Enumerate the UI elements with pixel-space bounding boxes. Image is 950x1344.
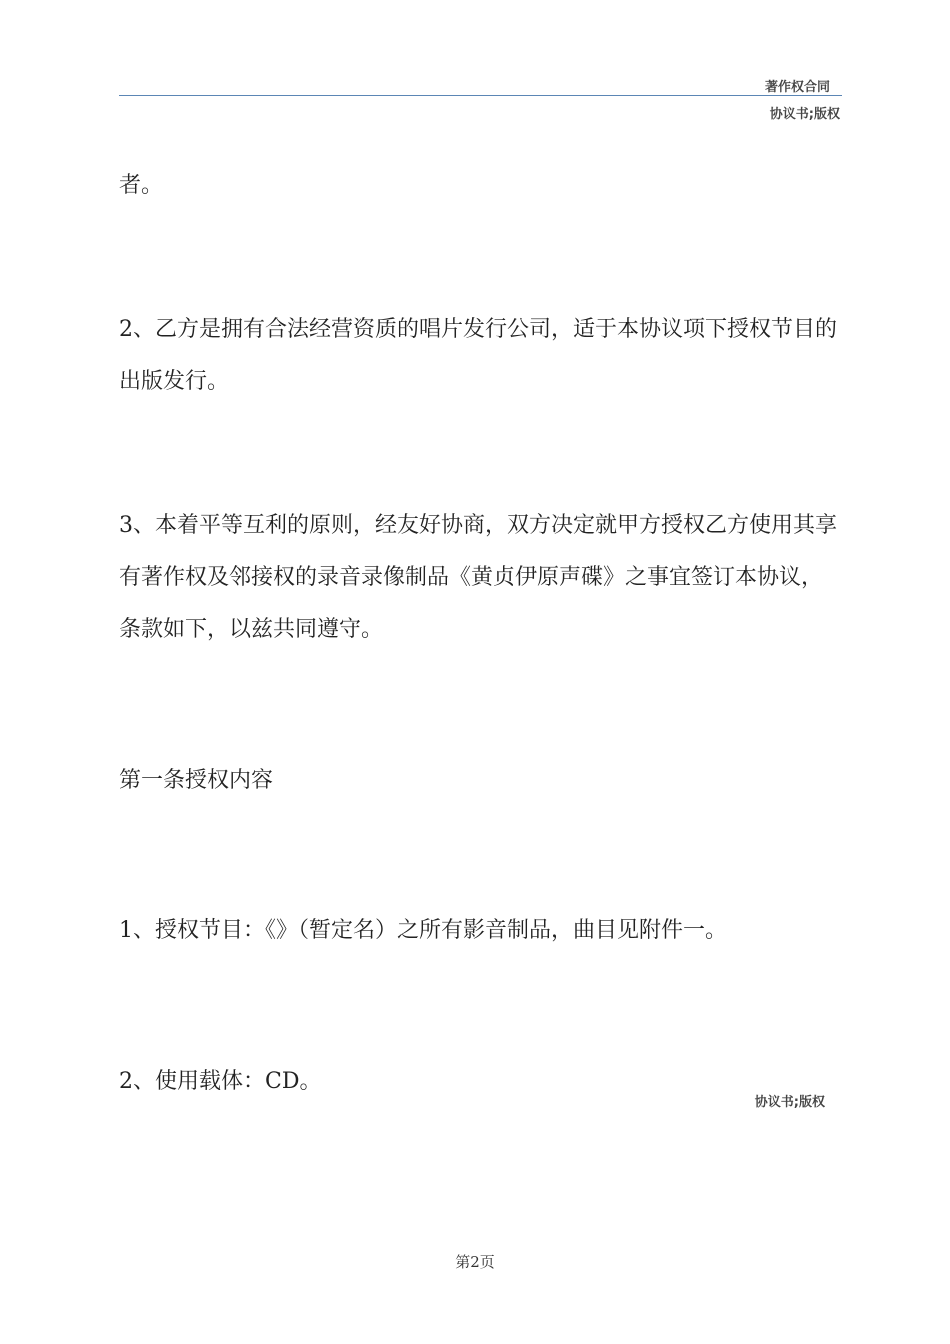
paragraph-continuation: 者。 bbox=[119, 173, 164, 198]
page-number: 第2页 bbox=[455, 1253, 495, 1271]
section-heading: 第一条授权内容 bbox=[119, 768, 274, 793]
header-rule bbox=[119, 95, 842, 96]
paragraph-clause-2: 2、乙方是拥有合法经营资质的唱片发行公司，适于本协议项下授权节目的出版发行。 bbox=[119, 317, 837, 394]
header-subtitle: 协议书;版权 bbox=[769, 107, 840, 122]
paragraph-clause-3: 3、本着平等互利的原则，经友好协商，双方决定就甲方授权乙方使用其享有著作权及邻接权的录音录像制品《黄贞伊原声碟》之事宜签订本协议，条款如下，以兹共同遵守。 bbox=[119, 513, 837, 642]
paragraph-item-2: 2、使用载体：CD。 bbox=[119, 1069, 322, 1094]
header-title: 著作权合同 bbox=[764, 80, 830, 95]
paragraph-item-1: 1、授权节目：《》（暂定名）之所有影音制品，曲目见附件一。 bbox=[119, 918, 727, 943]
footer-tag: 协议书;版权 bbox=[754, 1095, 825, 1110]
